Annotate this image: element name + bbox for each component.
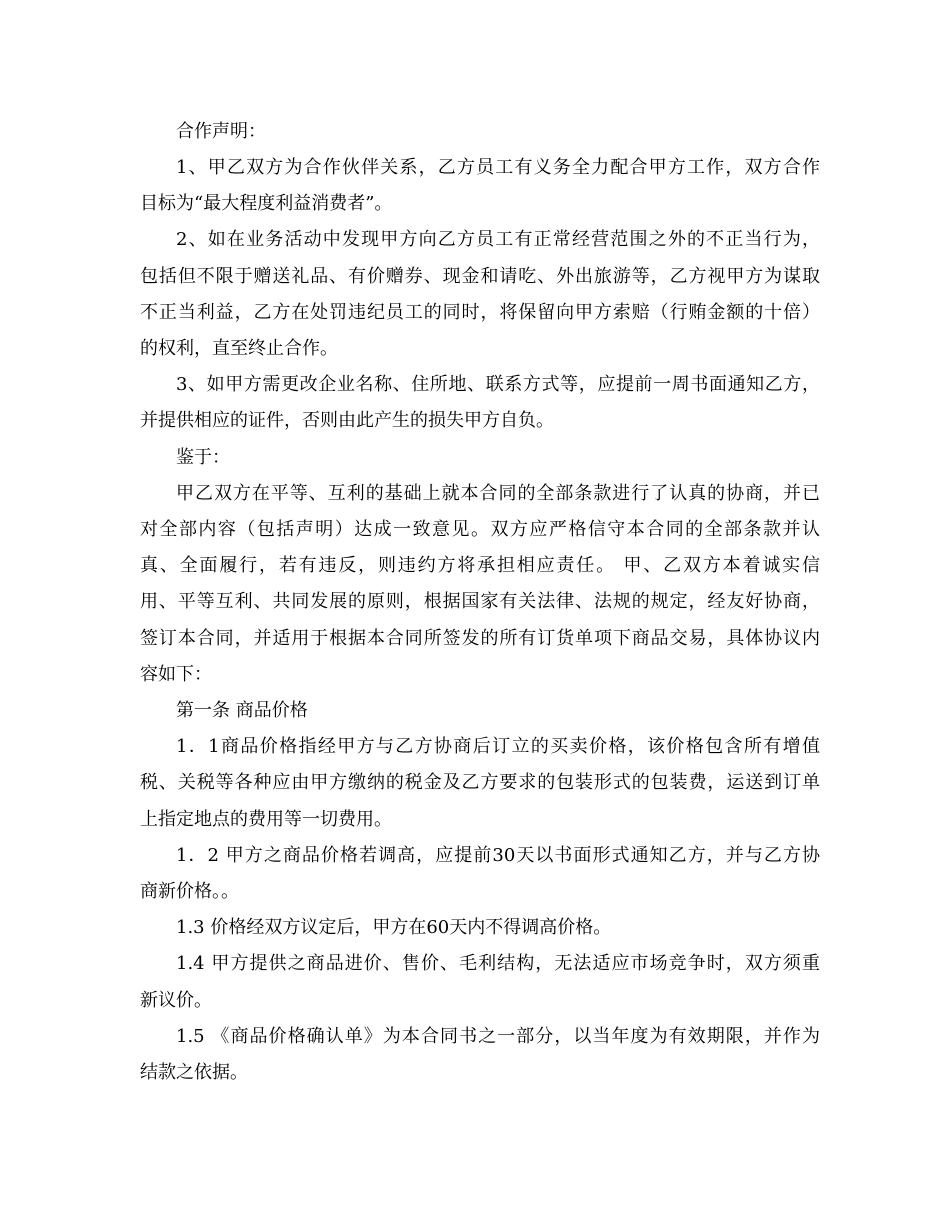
paragraph-line: 容如下： — [140, 664, 212, 685]
paragraph-line: 1.3 价格经双方议定后，甲方在60天内不得调高价格。 — [176, 917, 612, 938]
paragraph-line: 1．2 甲方之商品价格若调高，应提前30天以书面形式通知乙方，并与乙方协 — [176, 845, 820, 866]
paragraph-line: 1、甲乙双方为合作伙伴关系，乙方员工有义务全力配合甲方工作，双方合作 — [176, 157, 820, 178]
paragraph-line: 的权利，直至终止合作。 — [140, 338, 338, 359]
paragraph-line: 结款之依据。 — [140, 1062, 248, 1083]
paragraph-line: 不正当利益，乙方在处罚违纪员工的同时，将保留向甲方索赔（行贿金额的十倍） — [140, 302, 820, 323]
paragraph-line: 1．1商品价格指经甲方与乙方协商后订立的买卖价格，该价格包含所有增值 — [176, 736, 820, 757]
paragraph-line: 并提供相应的证件，否则由此产生的损失甲方自负。 — [140, 410, 554, 431]
section-heading-whereas: 鉴于： — [176, 447, 230, 468]
paragraph-line: 签订本合同，并适用于根据本合同所签发的所有订货单项下商品交易，具体协议内 — [140, 628, 820, 649]
paragraph-line: 目标为“最大程度利益消费者”。 — [140, 193, 393, 214]
paragraph-line: 1.5 《商品价格确认单》为本合同书之一部分，以当年度为有效期限，并作为 — [176, 1026, 820, 1047]
article-heading-commodity-price: 第一条 商品价格 — [176, 700, 308, 721]
paragraph-line: 甲乙双方在平等、互利的基础上就本合同的全部条款进行了认真的协商，并已 — [176, 483, 820, 504]
paragraph-line: 上指定地点的费用等一切费用。 — [140, 809, 392, 830]
paragraph-line: 包括但不限于赠送礼品、有价赠券、现金和请吃、外出旅游等，乙方视甲方为谋取 — [140, 266, 820, 287]
section-heading-cooperation-statement: 合作声明： — [176, 121, 266, 142]
paragraph-line: 1.4 甲方提供之商品进价、售价、毛利结构，无法适应市场竞争时，双方须重 — [176, 953, 820, 974]
paragraph-line: 税、关税等各种应由甲方缴纳的税金及乙方要求的包装形式的包装费，运送到订单 — [140, 772, 820, 793]
paragraph-line: 用、平等互利、共同发展的原则，根据国家有关法律、法规的规定，经友好协商， — [140, 591, 820, 612]
paragraph-line: 真、全面履行，若有违反，则违约方将承担相应责任。 甲、乙双方本着诚实信 — [140, 555, 820, 576]
paragraph-line: 新议价。 — [140, 990, 212, 1011]
paragraph-line: 对全部内容（包括声明）达成一致意见。双方应严格信守本合同的全部条款并认 — [140, 519, 820, 540]
paragraph-line: 商新价格。。 — [140, 881, 239, 902]
paragraph-line: 3、如甲方需更改企业名称、住所地、联系方式等，应提前一周书面通知乙方， — [176, 374, 820, 395]
paragraph-line: 2、如在业务活动中发现甲方向乙方员工有正常经营范围之外的不正当行为， — [176, 229, 820, 250]
